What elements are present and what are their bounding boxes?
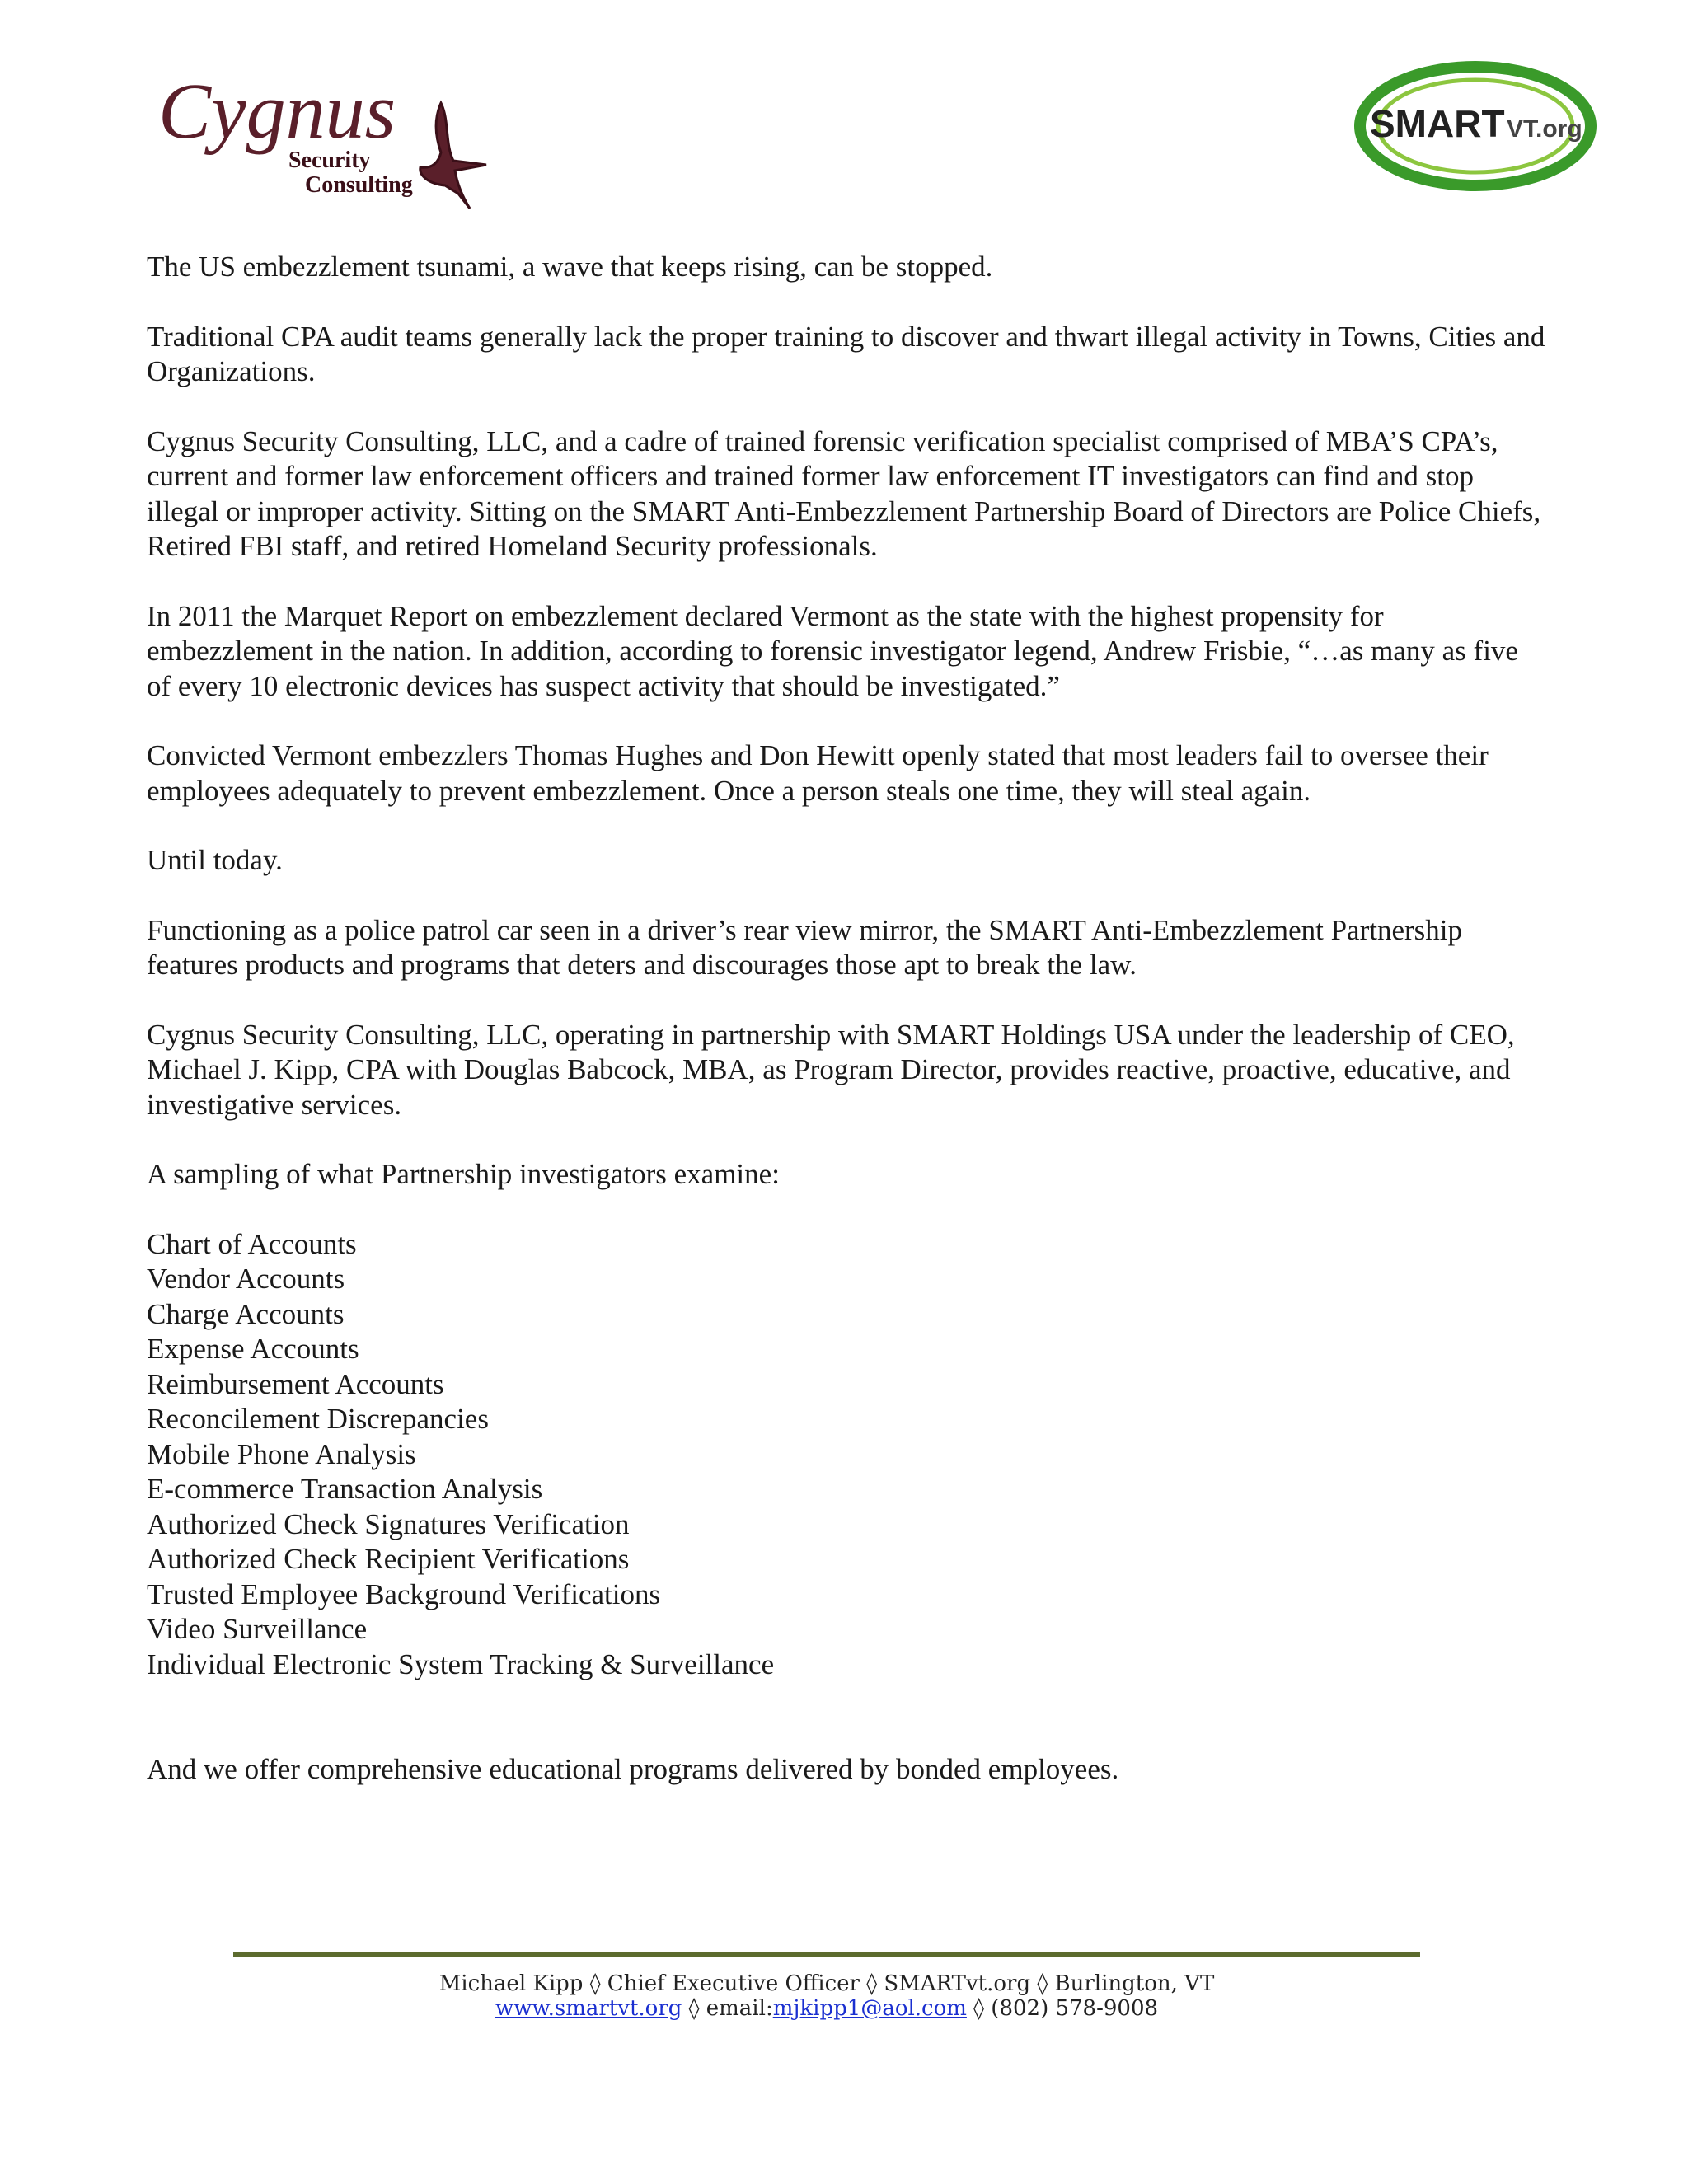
- cygnus-logo: [157, 70, 503, 214]
- cygnus-logo-graphic: [157, 70, 503, 214]
- list-item: Video Surveillance: [147, 1613, 368, 1645]
- list-item: E-commerce Transaction Analysis: [147, 1473, 543, 1505]
- website-link[interactable]: www.smartvt.org: [495, 1996, 682, 2021]
- list-item: Expense Accounts: [147, 1333, 359, 1365]
- footer-line1: Michael Kipp ◊ Chief Executive Officer ◊ SMARTvt.org ◊ Burlington, VT: [438, 1971, 1215, 1996]
- smartvt-logo-suffix: VT.org: [1507, 115, 1582, 143]
- closing-paragraph: And we offer comprehensive educational programs delivered by bonded employees.: [147, 1753, 1119, 1785]
- paragraph: Functioning as a police patrol car seen in a driver’s rear view mirror, the SMART Anti-Embezzlement Partnership features products and programs that deters and discourages those apt to break the law.: [147, 913, 1463, 981]
- footer-line2: [233, 1996, 1420, 2021]
- smartvt-logo-graphic: [1352, 56, 1599, 196]
- list-item: Reimbursement Accounts: [147, 1367, 444, 1400]
- list-item: Charge Accounts: [147, 1297, 345, 1330]
- paragraph: Convicted Vermont embezzlers Thomas Hughes and Don Hewitt openly stated that most leaders fail to oversee their employees adequately to prevent embezzlement. Once a person steals one time, they will steal again.: [147, 739, 1489, 807]
- swan-icon: [420, 103, 486, 209]
- paragraph: A sampling of what Partnership investigators examine:: [147, 1158, 780, 1190]
- list-item: Vendor Accounts: [147, 1263, 345, 1295]
- cygnus-logo-line2: Consulting: [305, 172, 413, 198]
- cygnus-logo-name: Cygnus: [158, 70, 396, 155]
- list-item: Trusted Employee Background Verifications: [147, 1577, 661, 1610]
- list-item: Mobile Phone Analysis: [147, 1437, 416, 1470]
- list-item: Individual Electronic System Tracking & Surveillance: [147, 1647, 775, 1680]
- smartvt-logo: [1352, 56, 1599, 196]
- list-item: Authorized Check Signatures Verification: [147, 1507, 630, 1540]
- paragraph: Cygnus Security Consulting, LLC, operating in partnership with SMART Holdings USA under the leadership of CEO, Michael J. Kipp, CPA with Douglas Babcock, MBA, as Program Director, provides reactive, proactive, educative, and investigative services.: [147, 1018, 1515, 1121]
- paragraph: Cygnus Security Consulting, LLC, and a cadre of trained forensic verification specialist comprised of MBA’S CPA’s, current and former law enforcement officers and trained former law enforcement IT investigators can find and stop illegal or improper activity. Sitting on the SMART Anti-Embezzlement Partnership Board of Directors are Police Chiefs, Retired FBI staff, and retired Homeland Security professionals.: [147, 424, 1541, 562]
- footer-phone: ◊ (802) 578-9008: [966, 1996, 1159, 2021]
- cygnus-logo-line1: Security: [288, 148, 371, 173]
- footer: [233, 1971, 1420, 2021]
- list-item: Chart of Accounts: [147, 1227, 357, 1260]
- footer-email-label: ◊ email:: [682, 1996, 773, 2021]
- paragraph: The US embezzlement tsunami, a wave that keeps rising, can be stopped.: [147, 251, 993, 283]
- paragraph: Until today.: [147, 844, 283, 876]
- examine-list: [147, 1227, 1548, 1683]
- footer-divider: [233, 1952, 1420, 1957]
- list-item: Reconcilement Discrepancies: [147, 1403, 489, 1435]
- paragraph: Traditional CPA audit teams generally lack the proper training to discover and thwart illegal activity in Towns, Cities and Organizations.: [147, 320, 1545, 387]
- list-item: Authorized Check Recipient Verifications: [147, 1543, 630, 1575]
- paragraph: In 2011 the Marquet Report on embezzlement declared Vermont as the state with the highest propensity for embezzlement in the nation. In addition, according to forensic investigator legend, Andrew Frisbie, “…as many as five of every 10 electronic devices has suspect activity that should be investigated.”: [147, 599, 1518, 702]
- smartvt-logo-main: SMART: [1370, 102, 1505, 145]
- email-link[interactable]: mjkipp1@aol.com: [772, 1996, 967, 2021]
- letter-body: [147, 250, 1548, 1822]
